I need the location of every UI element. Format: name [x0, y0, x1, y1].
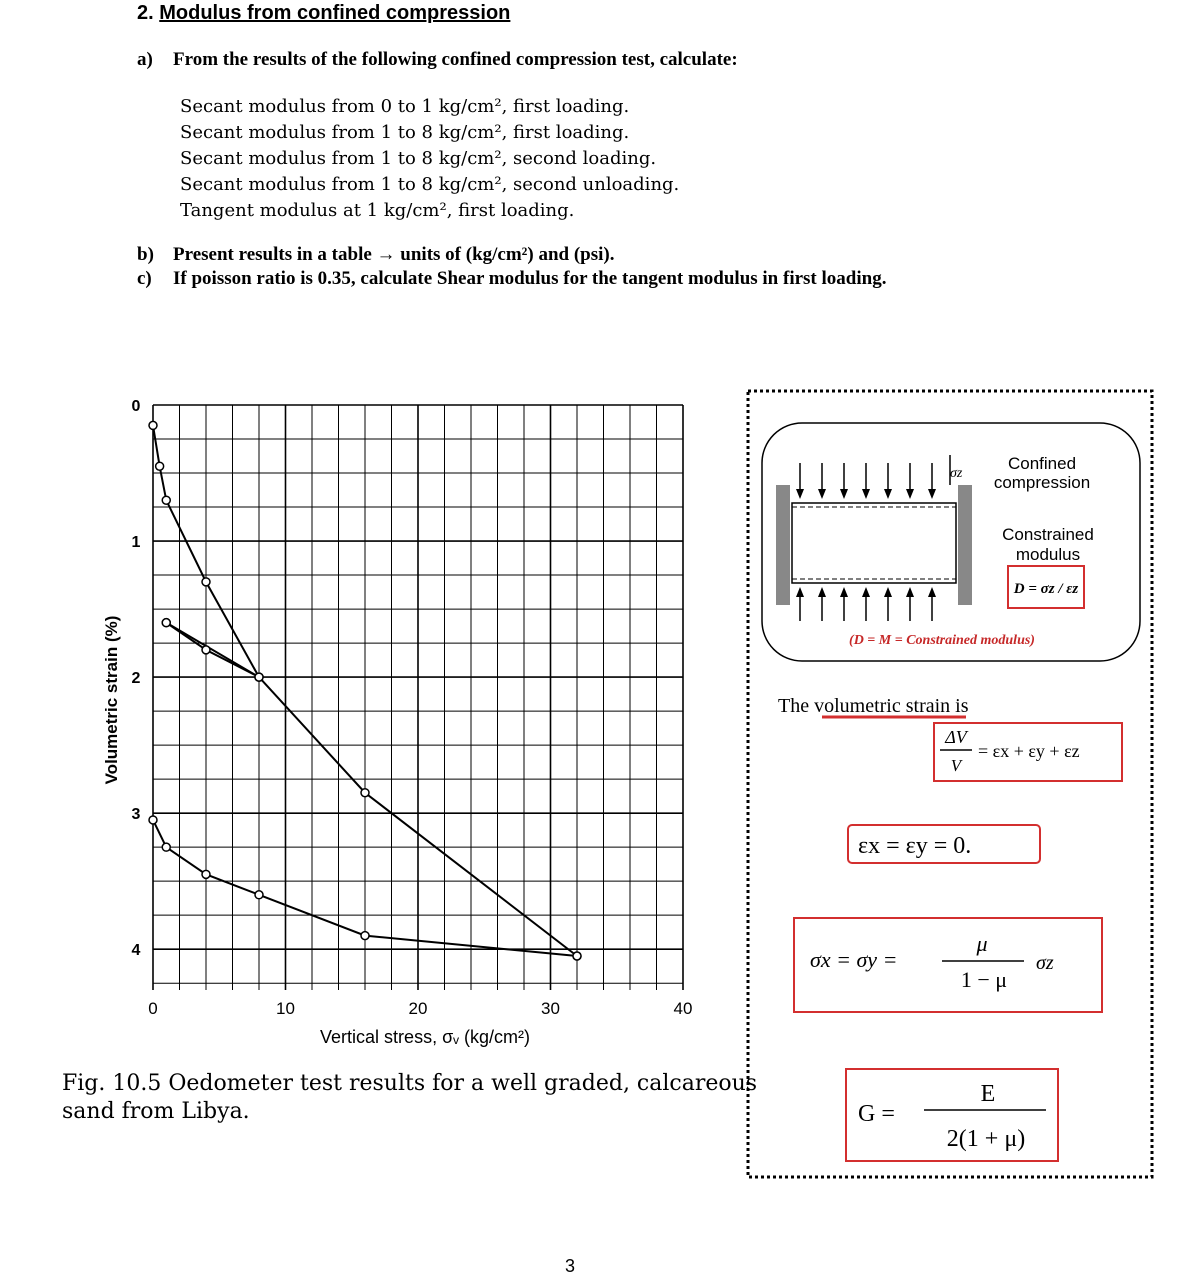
eps-eq: εx = εy = 0. [858, 833, 972, 859]
data-point [202, 646, 210, 654]
arrow-head-down [928, 489, 936, 499]
section-number: 2. [137, 2, 154, 24]
caption-line-2: sand from Libya. [62, 1099, 250, 1124]
y-tick-label: 1 [131, 534, 141, 552]
sigma-eq-den: 1 − μ [960, 967, 1008, 992]
list-item: Secant modulus from 1 to 8 kg/cm², first loading. [180, 122, 630, 143]
y-axis-label: Volumetric strain (%) [102, 615, 121, 785]
g-eq-lhs: G = [858, 1101, 895, 1127]
g-eq-den: 2(1 + μ) [946, 1126, 1026, 1152]
load-arrows [796, 455, 950, 621]
question-b: b) Present results in a table → units of (kg/cm²) and (psi). [137, 244, 615, 265]
y-tick-label: 0 [131, 398, 141, 415]
g-eq-num: E [980, 1081, 996, 1107]
arrow-head-down [862, 489, 870, 499]
vol-eq-num: ΔV [945, 727, 967, 747]
panel-border [748, 391, 1152, 1177]
data-point [255, 673, 263, 681]
sigma-eq-num: μ [976, 931, 988, 956]
caption-line-1: Fig. 10.5 Oedometer test results for a well graded, calcareous [62, 1071, 758, 1096]
x-tick-label: 40 [673, 999, 693, 1018]
vol-eq-rhs: = εx + εy + εz [978, 741, 1080, 761]
sigma-eq-lhs: σx = σy = [810, 947, 898, 972]
specimen [792, 503, 956, 583]
y-tick-label: 4 [131, 942, 141, 960]
y-tick-label: 2 [131, 670, 141, 688]
question-c-text: If poisson ratio is 0.35, calculate Shear modulus for the tangent modulus in first loading. [173, 268, 887, 289]
list-item: Secant modulus from 1 to 8 kg/cm², second loading. [180, 148, 657, 169]
left-wall [776, 485, 790, 605]
constrained-title-1: Constrained [1002, 525, 1094, 544]
question-a-text: From the results of the following confined compression test, calculate: [173, 49, 738, 70]
y-tick-label: 3 [131, 806, 141, 824]
arrow-head-up [840, 587, 848, 597]
x-tick-label: 30 [541, 999, 560, 1018]
dm-note: (D = M = Constrained modulus) [849, 633, 1035, 648]
question-b-text: Present results in a table → units of (kg/cm²) and (psi). [173, 244, 615, 265]
x-tick-label: 10 [276, 999, 295, 1018]
data-point [255, 891, 263, 899]
sigma-eq-rhs: σz [1036, 952, 1054, 974]
data-point [202, 578, 210, 586]
series-line-3 [166, 623, 577, 956]
data-point [573, 952, 581, 960]
arrow-head-down [840, 489, 848, 499]
arrow-head-down [906, 489, 914, 499]
arrow-head-up [818, 587, 826, 597]
arrow-head-down [884, 489, 892, 499]
x-tick-label: 0 [148, 999, 158, 1018]
constrained-title-2: modulus [1015, 545, 1081, 564]
data-point [149, 421, 157, 429]
data-point [162, 843, 170, 851]
arrow-head-up [862, 587, 870, 597]
question-a: a) From the results of the following confined compression test, calculate: [137, 49, 738, 70]
list-item: Secant modulus from 0 to 1 kg/cm², first loading. [180, 96, 630, 117]
figure-caption [62, 1070, 757, 1126]
data-point [361, 932, 369, 940]
confined-title-2: compression [993, 473, 1091, 492]
arrow-head-up [884, 587, 892, 597]
right-wall [958, 485, 972, 605]
data-point [162, 619, 170, 627]
formula-panel [740, 385, 1160, 1185]
list-item: Secant modulus from 1 to 8 kg/cm², second unloading. [180, 174, 680, 195]
d-formula: D = σz / εz [1013, 581, 1079, 597]
data-point [361, 789, 369, 797]
vol-strain-text: The volumetric strain is [778, 695, 969, 717]
section-title: Modulus from confined compression [159, 2, 511, 24]
question-c: c) If poisson ratio is 0.35, calculate Shear modulus for the tangent modulus in first loading. [137, 268, 887, 289]
data-point [202, 870, 210, 878]
arrow-head-up [928, 587, 936, 597]
list-item: Tangent modulus at 1 kg/cm², first loading. [180, 200, 575, 221]
arrow-head-down [796, 489, 804, 499]
sigma-z-label: σz [950, 466, 963, 481]
confined-title-1: Confined [1007, 454, 1077, 473]
chart-ticks [132, 398, 693, 1018]
data-point [149, 816, 157, 824]
arrow-head-down [818, 489, 826, 499]
page-number: 3 [565, 1256, 576, 1276]
x-axis-label: Vertical stress, σᵥ (kg/cm²) [320, 1027, 530, 1047]
x-tick-label: 20 [408, 999, 428, 1018]
vol-eq-den: V [950, 756, 962, 775]
arrow-head-up [906, 587, 914, 597]
chart-grid [153, 405, 683, 990]
arrow-head-up [796, 587, 804, 597]
data-point [162, 496, 170, 504]
data-point [156, 462, 164, 470]
